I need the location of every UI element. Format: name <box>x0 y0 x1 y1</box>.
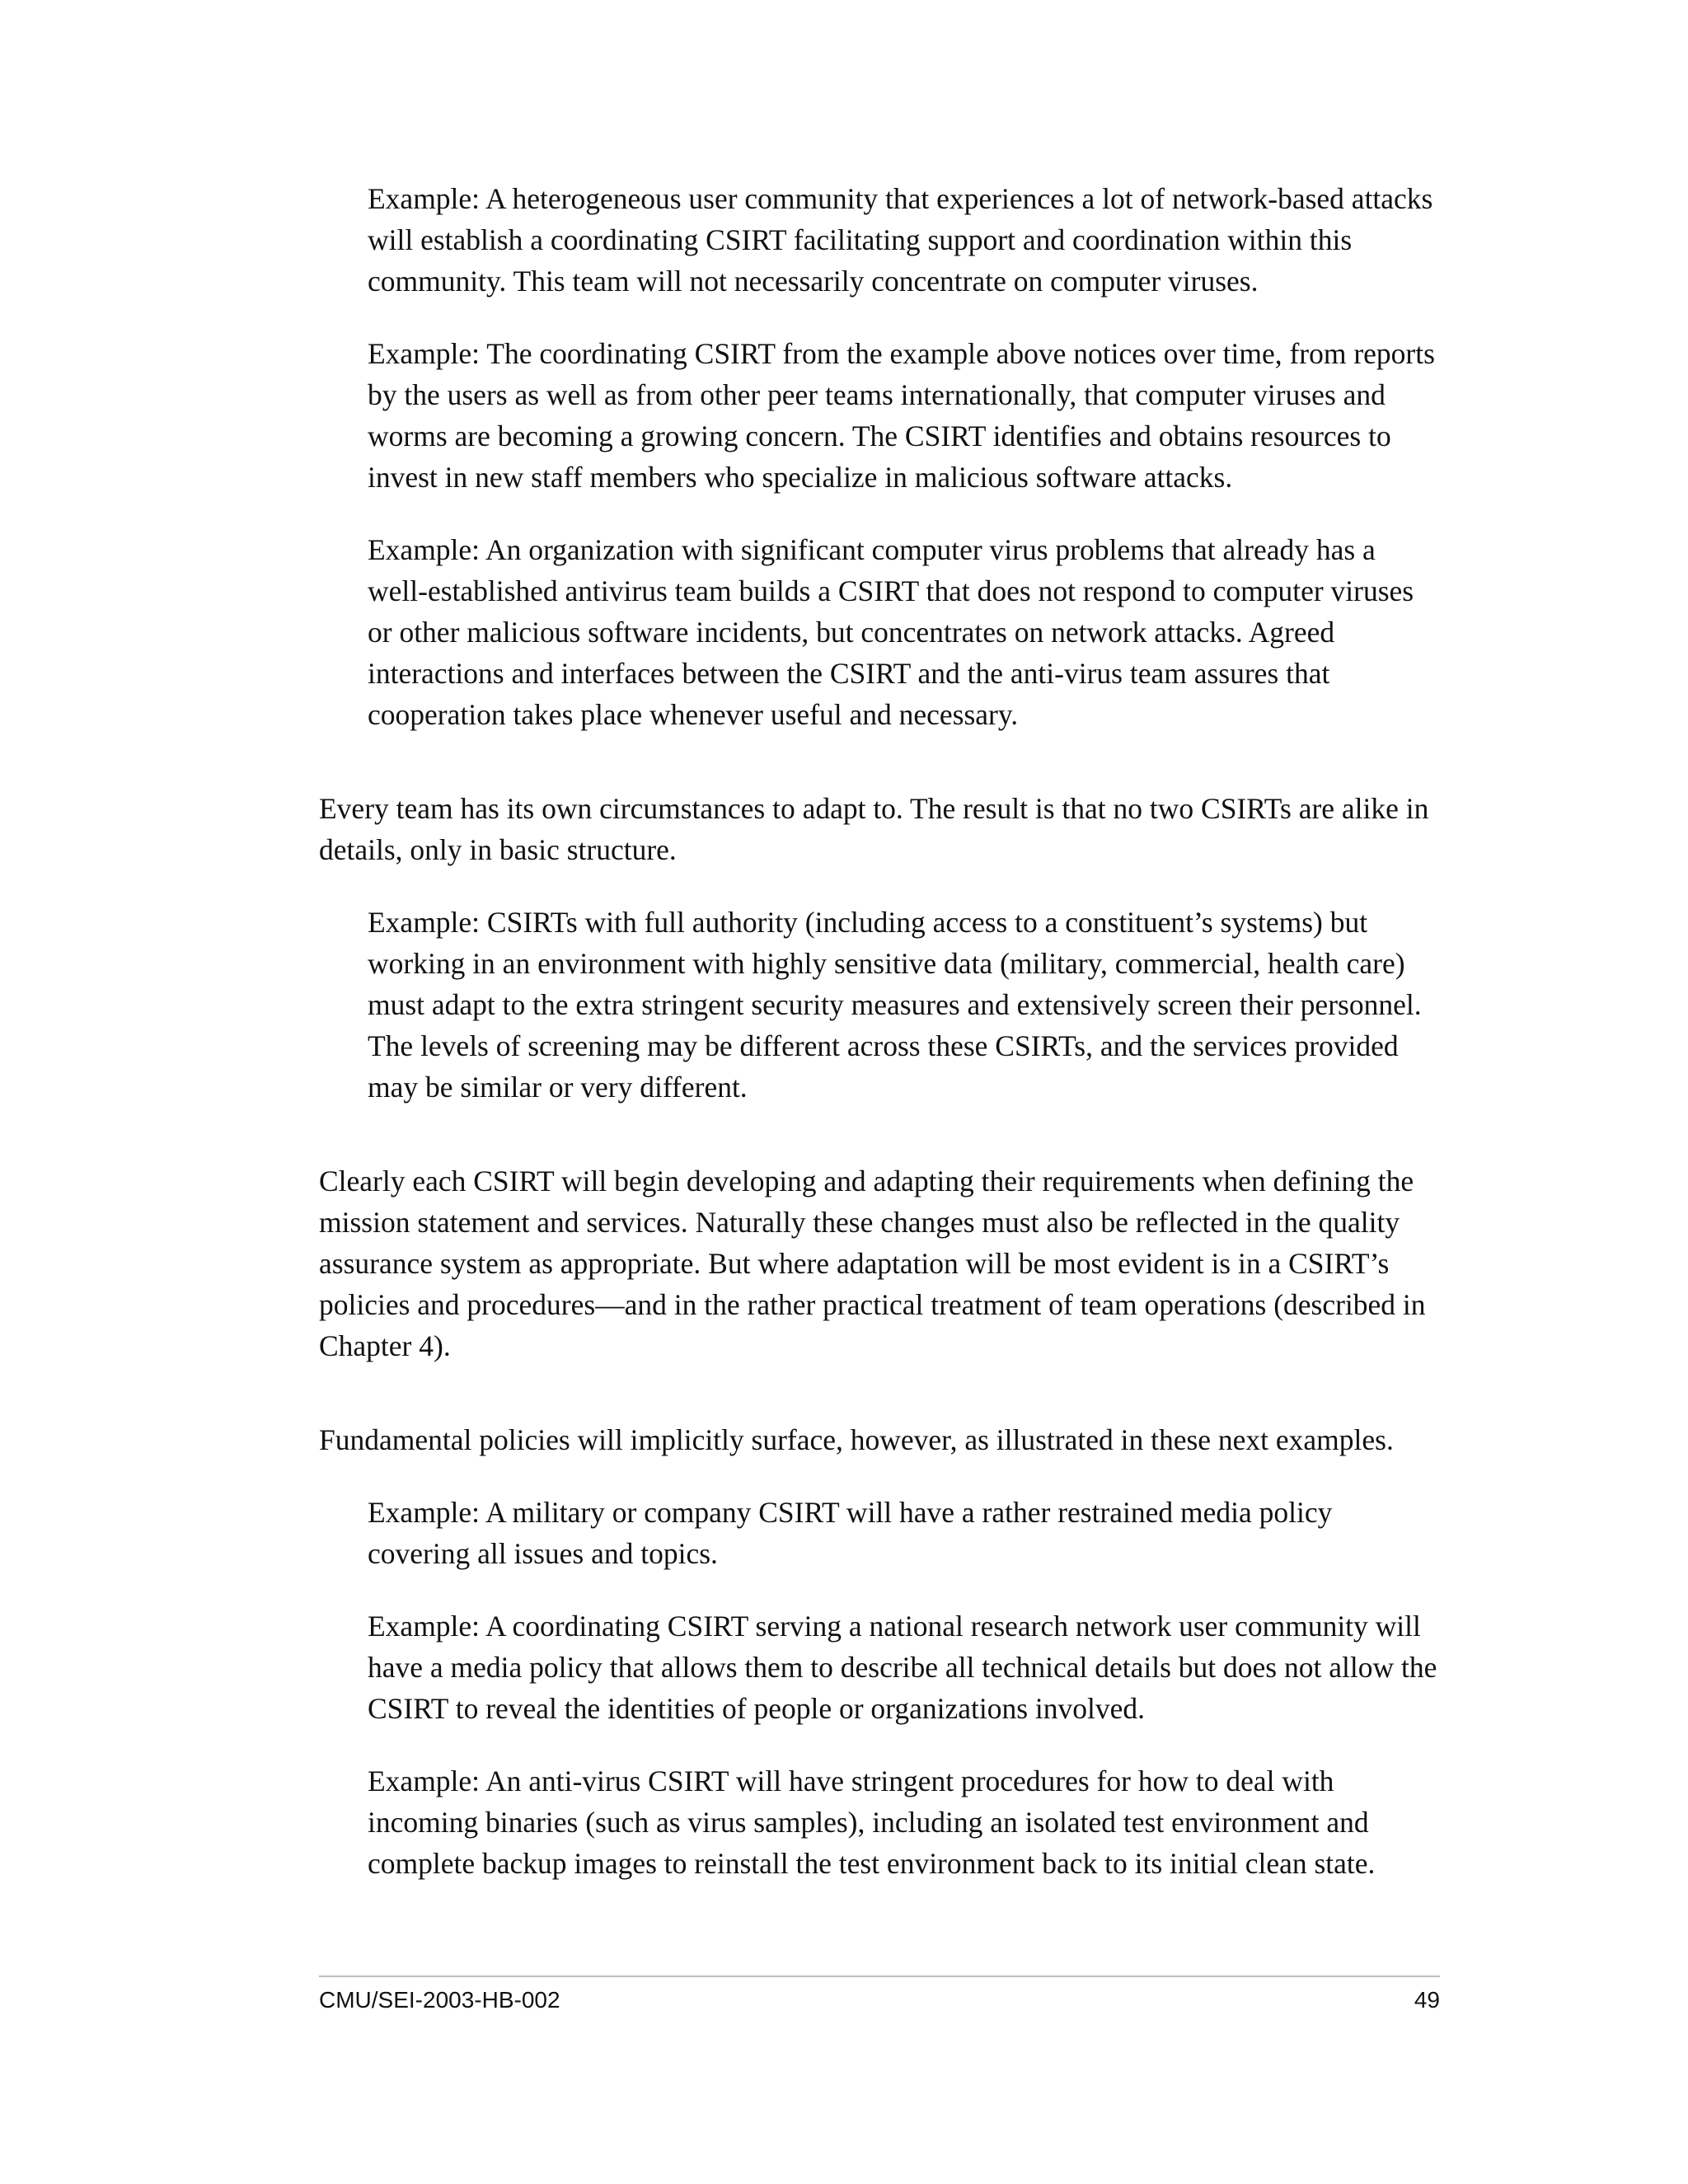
example-paragraph-3: Example: An organization with significant computer virus problems that already has a well-established antivirus team builds a CSIRT that does not respond to computer viruses or other malicious software incidents, but concentrates on network attacks. Agreed interactions and interfaces between the CSIRT and the anti-virus team assures that cooperation takes place whenever useful and necessary. <box>368 533 1414 731</box>
example-paragraph-2: Example: The coordinating CSIRT from the example above notices over time, from reports by the users as well as from other peer teams internationally, that computer viruses and worms are becoming a growing concern. The CSIRT identifies and obtains resources to invest in new staff members who specialize in malicious software attacks. <box>368 337 1435 494</box>
example-paragraph-4: Example: CSIRTs with full authority (including access to a constituent’s systems) but working in an environment with highly sensitive data (military, commercial, health care) must adapt to the extra stringent security measures and extensively screen their personnel. The levels of screening may be different across these CSIRTs, and the services provided may be similar or very different. <box>368 906 1422 1104</box>
body-paragraph-3: Fundamental policies will implicitly surface, however, as illustrated in these next examples. <box>319 1423 1394 1456</box>
example-paragraph-6: Example: A coordinating CSIRT serving a national research network user community will have a media policy that allows them to describe all technical details but does not allow the CSIRT to reveal the identities of people or organizations involved. <box>368 1610 1437 1725</box>
footer-page-number: 49 <box>1414 1987 1440 2013</box>
body-paragraph-2: Clearly each CSIRT will begin developing and adapting their requirements when defining the mission statement and services. Naturally these changes must also be reflected in the quality assurance system as appropriate. But where adaptation will be most evident is in a CSIRT’s policies and procedures—and in the rather practical treatment of team operations (described in Chapter 4). <box>319 1165 1426 1362</box>
body-paragraph-1: Every team has its own circumstances to adapt to. The result is that no two CSIRTs are alike in details, only in basic structure. <box>319 792 1429 866</box>
example-paragraph-1: Example: A heterogeneous user community that experiences a lot of network-based attacks will establish a coordinating CSIRT facilitating support and coordination within this community. This team will not necessarily concentrate on computer viruses. <box>368 182 1433 298</box>
example-paragraph-5: Example: A military or company CSIRT will have a rather restrained media policy covering all issues and topics. <box>368 1496 1333 1570</box>
footer-divider <box>319 1975 1440 1977</box>
page-body <box>319 178 1440 1884</box>
example-paragraph-7: Example: An anti-virus CSIRT will have stringent procedures for how to deal with incoming binaries (such as virus samples), including an isolated test environment and complete backup images to reinstall the test environment back to its initial clean state. <box>368 1765 1376 1880</box>
footer-document-id: CMU/SEI-2003-HB-002 <box>319 1987 560 2013</box>
